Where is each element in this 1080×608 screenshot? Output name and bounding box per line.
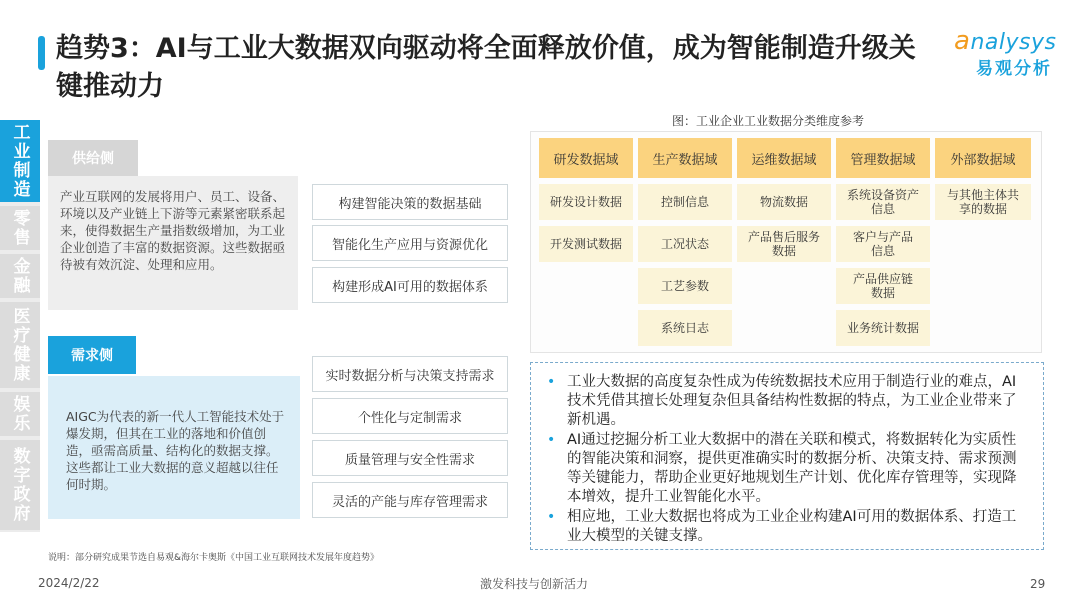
insight-bullet	[545, 508, 1029, 546]
brand-logo	[950, 26, 1062, 78]
side-nav-item-finance[interactable]: 金融	[0, 254, 40, 298]
domain-header-production: 生产数据域	[638, 138, 732, 178]
domain-cell: 工况状态	[638, 226, 732, 262]
logo-wordmark-rest: nalysys	[970, 30, 1057, 55]
side-nav-item-manufacturing[interactable]: 工业制造	[0, 120, 40, 202]
logo-wordmark	[954, 26, 1056, 56]
page-title: 趋势3：AI与工业大数据双向驱动将全面释放价值，成为智能制造升级关键推动力	[56, 33, 916, 102]
title-accent-bar	[38, 36, 45, 70]
insight-bullet-text: 工业大数据的高度复杂性成为传统数据技术应用于制造行业的难点，AI技术凭借其擅长处理复杂但具备结构性数据的特点，为工业企业带来了新机遇。	[567, 374, 1017, 428]
side-nav-item-retail[interactable]: 零售	[0, 206, 40, 250]
domain-cell: 系统设备资产信息	[836, 184, 930, 220]
domain-cell: 研发设计数据	[539, 184, 633, 220]
domain-cell: 物流数据	[737, 184, 831, 220]
side-nav-item-government[interactable]: 数字政府	[0, 440, 40, 530]
bullet-dot-icon: •	[547, 374, 556, 390]
supply-item: 构建智能决策的数据基础	[312, 184, 508, 220]
insight-bullet	[545, 373, 1029, 430]
side-nav-item-entertainment[interactable]: 娱乐	[0, 392, 40, 436]
domain-cell: 产品售后服务数据	[737, 226, 831, 262]
insight-bullet	[545, 431, 1029, 507]
domain-cell: 产品供应链数据	[836, 268, 930, 304]
domain-header-management: 管理数据域	[836, 138, 930, 178]
side-nav-item-healthcare[interactable]: 医疗健康	[0, 302, 40, 388]
insight-bullet-text: 相应地，工业大数据也将成为工业企业构建AI可用的数据体系、打造工业大模型的关键支撑。	[567, 509, 1017, 544]
supply-side-description: 产业互联网的发展将用户、员工、设备、环境以及产业链上下游等元素紧密联系起来，使得数据生产量指数级增加，为工业企业创造了丰富的数据资源。这些数据亟待被有效沉淀、处理和应用。	[48, 176, 298, 310]
supply-item: 智能化生产应用与资源优化	[312, 225, 508, 261]
demand-side-label: 需求侧	[48, 336, 136, 374]
bullet-dot-icon: •	[547, 432, 556, 448]
domain-header-external: 外部数据域	[935, 138, 1031, 178]
logo-wordmark-initial: a	[954, 26, 971, 56]
demand-item: 灵活的产能与库存管理需求	[312, 482, 508, 518]
domain-header-rd: 研发数据域	[539, 138, 633, 178]
domain-cell: 系统日志	[638, 310, 732, 346]
page-number: 29	[1030, 577, 1046, 591]
footer-date: 2024/2/22	[38, 576, 100, 590]
domain-cell: 工艺参数	[638, 268, 732, 304]
demand-side-description: AIGC为代表的新一代人工智能技术处于爆发期，但其在工业的落地和价值创造，亟需高质量、结构化的数据支撑。这些都让工业大数据的意义超越以往任何时期。	[48, 376, 300, 519]
domain-cell: 控制信息	[638, 184, 732, 220]
supply-item: 构建形成AI可用的数据体系	[312, 267, 508, 303]
demand-item: 实时数据分析与决策支持需求	[312, 356, 508, 392]
domain-cell: 业务统计数据	[836, 310, 930, 346]
footer-slogan: 激发科技与创新活力	[480, 577, 589, 591]
demand-item: 个性化与定制需求	[312, 398, 508, 434]
data-domain-grid	[530, 131, 1042, 353]
bullet-dot-icon: •	[547, 509, 556, 525]
demand-item: 质量管理与安全性需求	[312, 440, 508, 476]
source-note: 说明：部分研究成果节选自易观&海尔卡奥斯《中国工业互联网技术发展年度趋势》	[48, 553, 380, 563]
domain-cell: 与其他主体共享的数据	[935, 184, 1031, 220]
domain-header-operations: 运维数据域	[737, 138, 831, 178]
insight-bullets	[530, 362, 1044, 550]
domain-cell: 开发测试数据	[539, 226, 633, 262]
industry-side-nav	[0, 120, 40, 532]
data-domain-caption: 图：工业企业工业数据分类维度参考	[672, 114, 865, 128]
supply-side-label: 供给侧	[48, 140, 138, 176]
logo-chinese: 易观分析	[976, 59, 1052, 79]
domain-cell: 客户与产品信息	[836, 226, 930, 262]
insight-bullet-text: AI通过挖掘分析工业大数据中的潜在关联和模式，将数据转化为实质性的智能决策和洞察，提供更准确实时的数据分析、决策支持、需求预测等关键能力，帮助企业更好地规划生产计划、优化库存管理等，实现降本增效，提升工业智能化水平。	[567, 432, 1017, 505]
